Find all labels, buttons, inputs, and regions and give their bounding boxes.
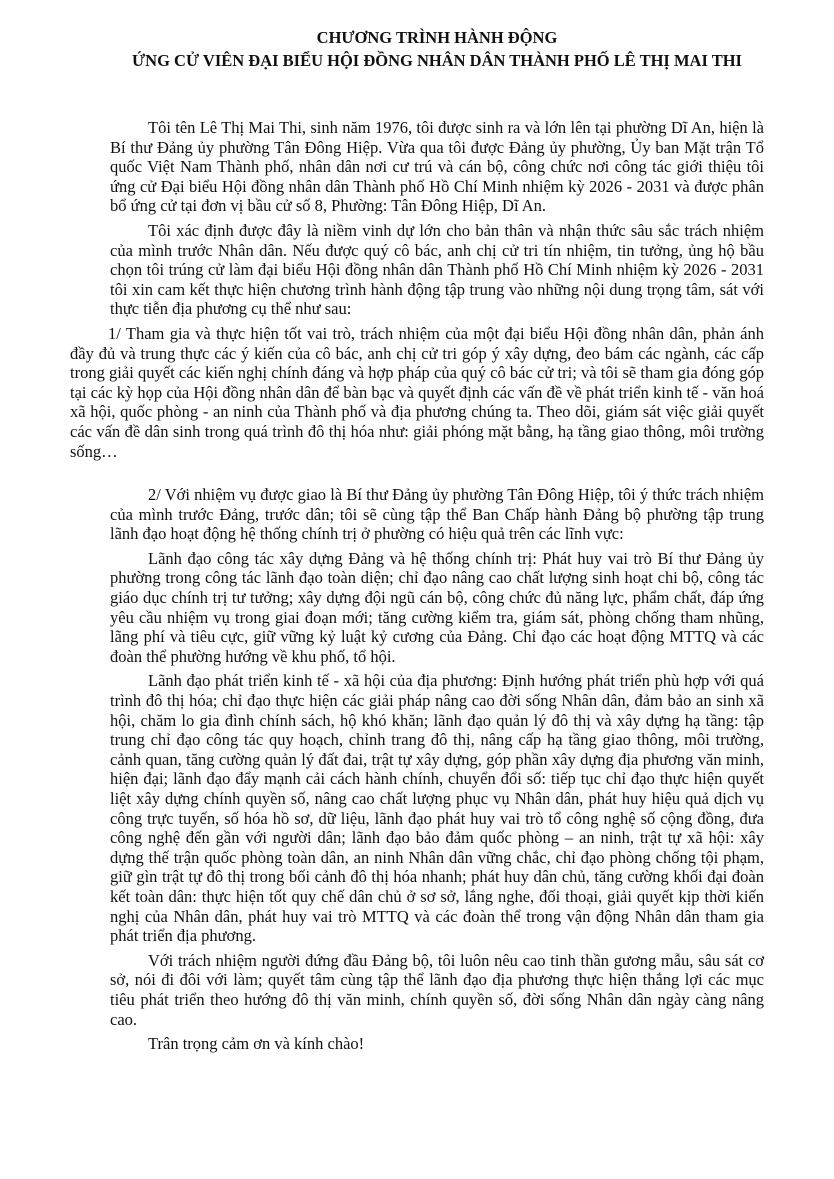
paragraph-closing: Trân trọng cảm ơn và kính chào!	[148, 1034, 365, 1054]
document-body	[70, 118, 764, 1054]
paragraph-item-1: 1/ Tham gia và thực hiện tốt vai trò, trách nhiệm của một đại biểu Hội đồng nhân dân, phản ánh đầy đủ và trung thực các ý kiến của cô bác, anh chị cử tri góp ý xây dựng, đeo bám các ngành, các cấp trong giải quyết các kiến nghị chính đáng và hợp pháp của quý cô bác cử tri; và tôi sẽ tham gia đóng góp tại các kỳ họp của Hội đồng nhân dân để bàn bạc và quyết định các vấn đề về phát triển kinh tế - văn hoá xã hội, quốc phòng - an ninh của Thành phố và địa phương chúng ta. Theo dõi, giám sát việc giải quyết các vấn đề dân sinh trong quá trình đô thị hóa như: giải phóng mặt bằng, hạ tầng giao thông, môi trường sống…	[70, 323, 764, 461]
paragraph-leadership-responsibility: Với trách nhiệm người đứng đầu Đảng bộ, tôi luôn nêu cao tinh thần gương mẫu, sâu sát cơ sở, nói đi đôi với làm; quyết tâm cùng tập thể lãnh đạo địa phương thực hiện thắng lợi các mục tiêu phát triển theo hướng đô thị văn minh, chính quyền số, đời sống Nhân dân ngày càng nâng cao.	[110, 950, 764, 1029]
paragraph-socio-economic: Lãnh đạo phát triển kinh tế - xã hội của địa phương: Định hướng phát triển phù hợp với quá trình đô thị hóa; chỉ đạo thực hiện các giải pháp nâng cao đời sống Nhân dân, đảm bảo an sinh xã hội, chăm lo gia đình chính sách, hộ khó khăn; lãnh đạo quản lý đô thị và xây dựng hạ tầng: tập trung chỉ đạo công tác quy hoạch, chỉnh trang đô thị, nâng cấp hạ tầng giao thông, môi trường, cảnh quan, tăng cường quản lý đất đai, trật tự xây dựng, góp phần xây dựng địa phương văn minh, hiện đại; lãnh đạo đẩy mạnh cải cách hành chính, chuyển đổi số: tiếp tục chỉ đạo thực hiện quyết liệt xây dựng chính quyền số, nâng cao chất lượng phục vụ Nhân dân, phát huy hiệu quả dịch vụ công trực tuyến, số hóa hồ sơ, dữ liệu, lãnh đạo phát huy vai trò tổ công nghệ số cộng đồng, đưa công nghệ đến gần với người dân; lãnh đạo bảo đảm quốc phòng – an ninh, trật tự xã hội: xây dựng thế trận quốc phòng toàn dân, an ninh Nhân dân vững chắc, chỉ đạo phòng chống tội phạm, giữ gìn trật tự đô thị trong bối cảnh đô thị hóa nhanh; phát huy dân chủ, tăng cường khối đại đoàn kết toàn dân: thực hiện tốt quy chế dân chủ ở sơ sở, lắng nghe, đối thoại, giải quyết kịp thời kiến nghị của Nhân dân, phát huy vai trò MTTQ và các đoàn thể trong vận động Nhân dân tham gia phát triển địa phương.	[110, 671, 764, 946]
paragraph-item-2: 2/ Với nhiệm vụ được giao là Bí thư Đảng ủy phường Tân Đông Hiệp, tôi ý thức trách nhiệm của mình trước Đảng, trước dân; tôi sẽ cùng tập thể Ban Chấp hành Đảng bộ phường tập trung lãnh đạo hoạt động hệ thống chính trị ở phường có hiệu quả trên các lĩnh vực:	[110, 485, 764, 544]
document-title-line-2: ỨNG CỬ VIÊN ĐẠI BIỂU HỘI ĐỒNG NHÂN DÂN THÀNH PHỐ LÊ THỊ MAI THI	[132, 51, 742, 70]
paragraph-commitment: Tôi xác định được đây là niềm vinh dự lớn cho bản thân và nhận thức sâu sắc trách nhiệm của mình trước Nhân dân. Nếu được quý cô bác, anh chị cử tri tín nhiệm, tin tưởng, ủng hộ bầu chọn tôi trúng cử làm đại biểu Hội đồng nhân dân Thành phố Hồ Chí Minh nhiệm kỳ 2026 - 2031 tôi xin cam kết thực hiện chương trình hành động tập trung vào những nội dung trọng tâm, sát với thực tiễn địa phương cụ thể như sau:	[110, 220, 764, 319]
document-title-line-1: CHƯƠNG TRÌNH HÀNH ĐỘNG	[316, 28, 558, 47]
paragraph-party-building: Lãnh đạo công tác xây dựng Đảng và hệ thống chính trị: Phát huy vai trò Bí thư Đảng ủy phường trong công tác lãnh đạo toàn diện; chỉ đạo nâng cao chất lượng sinh hoạt chi bộ, công tác giáo dục chính trị tư tưởng; xây dựng đội ngũ cán bộ, công chức đủ năng lực, phẩm chất, đáp ứng yêu cầu nhiệm vụ trong giai đoạn mới; tăng cường kiểm tra, giám sát, phòng chống tham nhũng, lãng phí và tiêu cực, giữ vững kỷ luật kỷ cương của Đảng. Chỉ đạo các hoạt động MTTQ và các đoàn thể phường hướng về khu phố, tổ hội.	[110, 548, 764, 666]
paragraph-introduction: Tôi tên Lê Thị Mai Thi, sinh năm 1976, tôi được sinh ra và lớn lên tại phường Dĩ An, hiện là Bí thư Đảng ủy phường Tân Đông Hiệp. Vừa qua tôi được Đảng ủy phường, Ủy ban Mặt trận Tổ quốc Việt Nam Thành phố, nhân dân nơi cư trú và cán bộ, công chức nơi công tác giới thiệu tôi ứng cử Đại biểu Hội đồng nhân dân Thành phố Hồ Chí Minh nhiệm kỳ 2026 - 2031 và được phân bổ ứng cử tại đơn vị bầu cử số 8, Phường: Tân Đông Hiệp, Dĩ An.	[110, 118, 764, 216]
